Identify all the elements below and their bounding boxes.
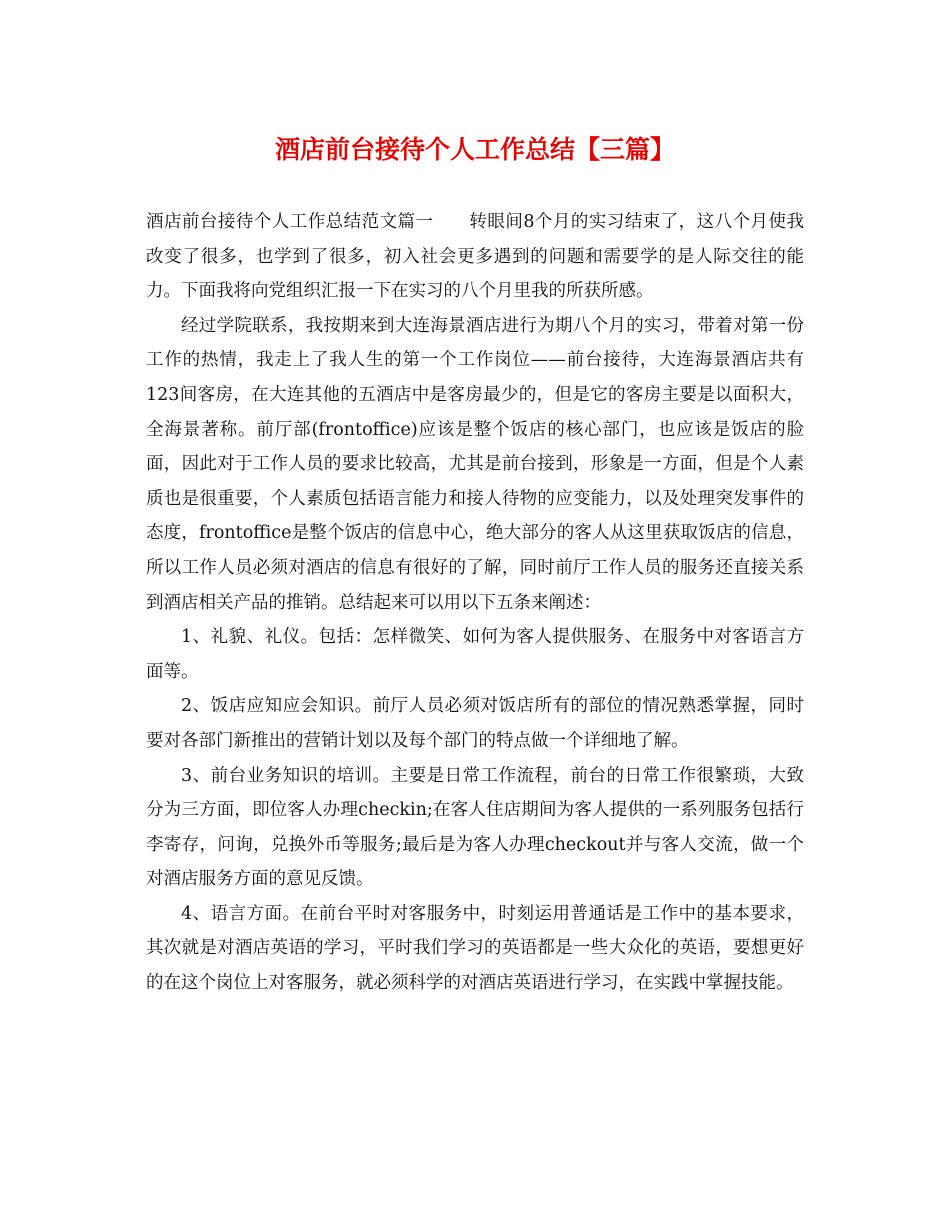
- paragraph-item-1: 1、礼貌、礼仪。包括：怎样微笑、如何为客人提供服务、在服务中对客语言方面等。: [146, 627, 804, 682]
- paragraph-intro: 酒店前台接待个人工作总结范文篇一 转眼间8个月的实习结束了，这八个月使我改变了很多，也学到了很多，初入社会更多遇到的问题和需要学的是人际交往的能力。下面我将向党组织汇报一下在实习的八个月里我的所获所感。: [146, 212, 804, 302]
- paragraph-item-3: 3、前台业务知识的培训。主要是日常工作流程，前台的日常工作很繁琐，大致分为三方面，即位客人办理checkin;在客人住店期间为客人提供的一系列服务包括行李寄存，问询，兑换外币等服务;最后是为客人办理checkout并与客人交流，做一个对酒店服务方面的意见反馈。: [146, 765, 804, 890]
- paragraph-item-4: 4、语言方面。在前台平时对客服务中，时刻运用普通话是工作中的基本要求，其次就是对酒店英语的学习，平时我们学习的英语都是一些大众化的英语，要想更好的在这个岗位上对客服务，就必须科学的对酒店英语进行学习，在实践中掌握技能。: [146, 903, 804, 994]
- paragraph-background: 经过学院联系，我按期来到大连海景酒店进行为期八个月的实习，带着对第一份工作的热情，我走上了我人生的第一个工作岗位——前台接待，大连海景酒店共有123间客房，在大连其他的五酒店中是客房最少的，但是它的客房主要是以面积大，全海景著称。前厅部(frontoffice)应该是整个饭店的核心部门，也应该是饭店的脸面，因此对于工作人员的要求比较高，尤其是前台接到，形象是一方面，但是个人素质也是很重要，个人素质包括语言能力和接人待物的应变能力，以及处理突发事件的态度，frontoffice是整个饭店的信息中心，绝大部分的客人从这里获取饭店的信息，所以工作人员必须对酒店的信息有很好的了解，同时前厅工作人员的服务还直接关系到酒店相关产品的推销。总结起来可以用以下五条来阐述：: [146, 315, 804, 613]
- document-title: 酒店前台接待个人工作总结【三篇】: [274, 135, 675, 164]
- document-body: [146, 205, 804, 1001]
- paragraph-item-2: 2、饭店应知应会知识。前厅人员必须对饭店所有的部位的情况熟悉掌握，同时要对各部门新推出的营销计划以及每个部门的特点做一个详细地了解。: [146, 696, 804, 751]
